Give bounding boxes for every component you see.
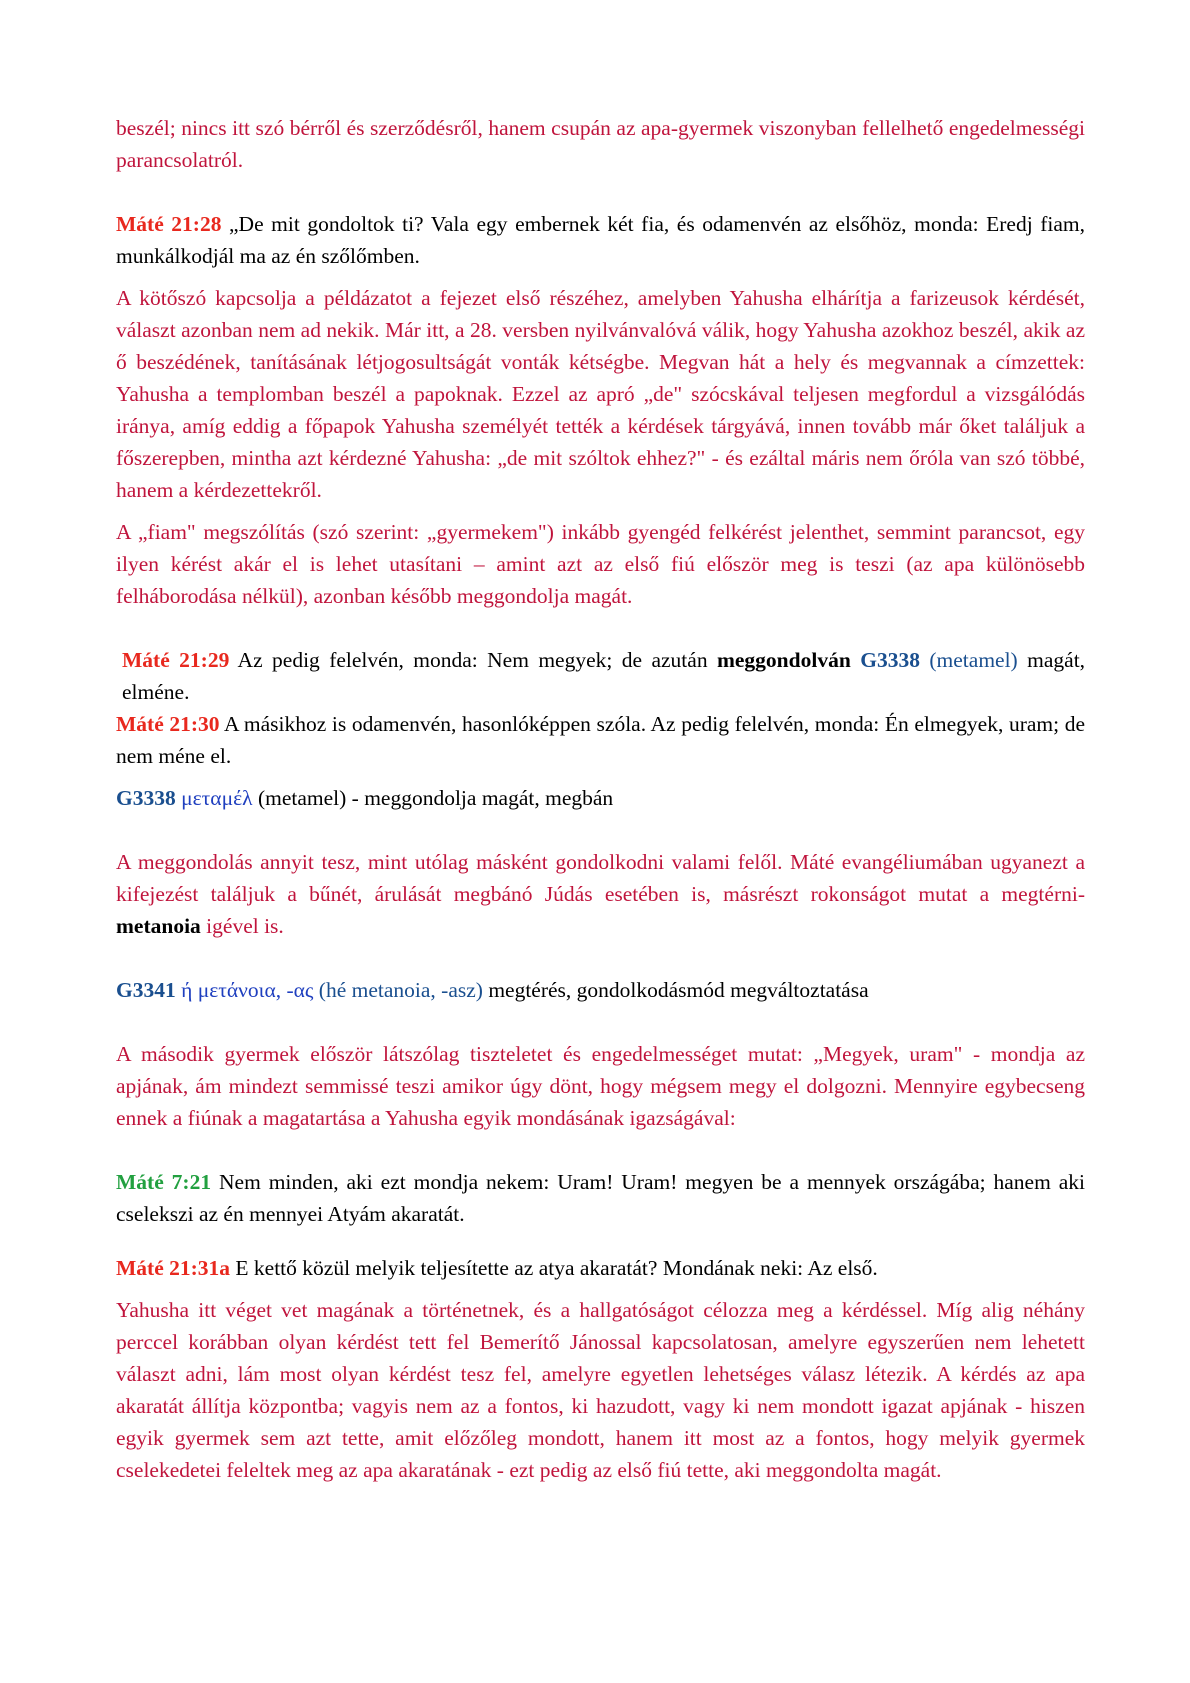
- strong-number: G3338: [860, 648, 920, 672]
- verse-reference: Máté 7:21: [116, 1170, 212, 1194]
- verse-21-29: [116, 644, 1085, 708]
- verse-21-30: [116, 708, 1085, 772]
- commentary-meggondolas: [116, 846, 1085, 942]
- verse-reference: Máté 21:30: [116, 712, 220, 736]
- transliteration: (hé metanoia, -asz): [313, 978, 483, 1002]
- commentary-conclusion: Yahusha itt véget vet magának a történetnek, és a hallgatóságot célozza meg a kérdéssel. Míg alig néhány perccel korábban olyan kérdést tett fel Bemerítő Jánossal kapcsolatosan, amelyre egyszerűen nem lehetett választ adni, lám most olyan kérdést tesz fel, amelyre egyetlen lehetséges válasz létezik. A kérdés az apa akaratát állítja központba; vagyis nem az a fontos, ki hazudott, vagy ki nem mondott igazat apjának - hiszen egyik gyermek sem azt tette, amit előzőleg mondott, hanem itt most az a fontos, hogy melyik gyermek cselekedetei feleltek meg az apa akaratának - ezt pedig az első fiú tette, aki meggondolta magát.: [116, 1298, 1085, 1482]
- strong-number: G3341: [116, 978, 176, 1002]
- transliteration: (metamel): [929, 648, 1018, 672]
- verse-text: Az pedig felelvén, monda: Nem megyek; de azután: [229, 648, 717, 672]
- verse-text: Nem minden, aki ezt mondja nekem: Uram! Uram! megyen be a mennyek országába; hanem aki cselekszi az én mennyei Atyám akaratát.: [116, 1170, 1085, 1226]
- commentary-fiam: A „fiam" megszólítás (szó szerint: „gyermekem") inkább gyengéd felkérést jelenthet, semmint parancsot, egy ilyen kérést akár el is lehet utasítani – amint azt az első fiú először meg is teszi (az apa különösebb felháborodása nélkül), azonban később meggondolja magát.: [116, 520, 1085, 608]
- strong-entry-g3341: [116, 974, 1085, 1006]
- verse-text: „De mit gondoltok ti? Vala egy embernek két fia, és odamenvén az elsőhöz, monda: Eredj fiam, munkálkodjál ma az én szőlőmben.: [116, 212, 1086, 268]
- verse-text: E kettő közül melyik teljesítette az atya akaratát? Mondának neki: Az első.: [230, 1256, 878, 1280]
- verse-text: A másikhoz is odamenvén, hasonlóképpen szóla. Az pedig felelvén, monda: Én elmegyek, uram; de nem méne el.: [116, 712, 1086, 768]
- verse-21-31a: [116, 1252, 1085, 1284]
- commentary-text: A meggondolás annyit tesz, mint utólag másként gondolkodni valami felől. Máté evangéliumában ugyanezt a kifejezést találjuk a bűnét, árulását megbánó Júdás esetében is, másrészt rokonságot mutat a megtérni-: [116, 850, 1085, 906]
- verse-7-21: [116, 1166, 1085, 1230]
- definition: (metamel) - meggondolja magát, megbán: [252, 786, 614, 810]
- commentary-text-end: igével is.: [200, 914, 284, 938]
- commentary-conjunction: A kötőszó kapcsolja a példázatot a fejezet első részéhez, amelyben Yahusha elhárítja a farizeusok kérdését, választ azonban nem ad nekik. Már itt, a 28. versben nyilvánvalóvá válik, hogy Yahusha azokhoz beszél, akik az ő beszédének, tanításának létjogosultságát vonták kétségbe. Megvan hát a hely és megvannak a címzettek: Yahusha a templomban beszél a papoknak. Ezzel az apró „de" szócskával teljesen megfordul a vizsgálódás iránya, amíg eddig a főpapok Yahusha személyét tették a kérdések tárgyává, innen tovább már őket találjuk a főszerepben, mintha azt kérdezné Yahusha: „de mit szóltok ehhez?" - és ezáltal máris nem őróla van szó többé, hanem a kérdezettekről.: [116, 286, 1085, 502]
- verse-21-28: [116, 208, 1085, 272]
- verse-reference: Máté 21:31a: [116, 1256, 231, 1280]
- greek-word: ή μετάνοια, -ας: [181, 978, 314, 1002]
- strong-entry-g3338: [116, 782, 1085, 814]
- document-page: [116, 112, 1085, 1486]
- strong-number: G3338: [116, 786, 176, 810]
- paragraph-intro: beszél; nincs itt szó bérről és szerződésről, hanem csupán az apa-gyermek viszonyban fellelhető engedelmességi parancsolatról.: [116, 116, 1085, 172]
- keyword-meggondolvan: meggondolván: [716, 648, 851, 672]
- verse-reference: Máté 21:28: [116, 212, 222, 236]
- verse-reference: Máté 21:29: [122, 648, 230, 672]
- commentary-second-child: A második gyermek először látszólag tiszteletet és engedelmességet mutat: „Megyek, uram" - mondja az apjának, ám mindezt semmissé teszi amikor úgy dönt, hogy mégsem megy el dolgozni. Mennyire egybecseng ennek a fiúnak a magatartása a Yahusha egyik mondásának igazságával:: [116, 1042, 1085, 1130]
- verse-text-end: magát, elméne.: [122, 648, 1086, 704]
- greek-word: μεταμέλ: [181, 786, 253, 810]
- definition: megtérés, gondolkodásmód megváltoztatása: [482, 978, 869, 1002]
- keyword-metanoia: metanoia: [116, 914, 201, 938]
